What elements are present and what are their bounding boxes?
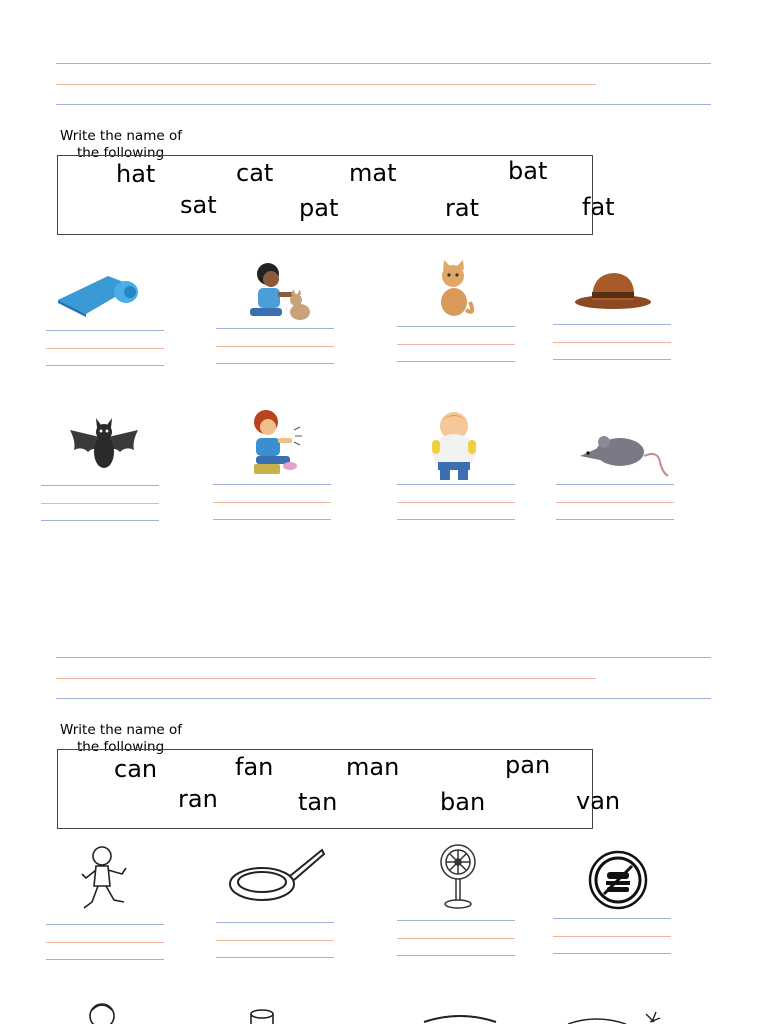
writing-line[interactable]	[46, 942, 164, 943]
child-patting-picture	[244, 408, 304, 476]
child-with-cat-picture	[244, 262, 316, 324]
writing-line[interactable]	[397, 361, 515, 362]
handwriting-line	[56, 104, 711, 105]
handwriting-line	[56, 84, 596, 85]
handwriting-line	[56, 698, 711, 699]
writing-line[interactable]	[213, 502, 331, 503]
instruction-text	[60, 128, 200, 161]
word-bank-word: pan	[505, 751, 551, 779]
running-boy-picture	[78, 844, 134, 918]
instruction-line: Write the name of	[60, 128, 182, 144]
word-bank-word: sat	[180, 191, 217, 219]
word-bank-word: ran	[178, 785, 218, 813]
frying-pan-picture	[226, 846, 326, 908]
writing-line[interactable]	[553, 936, 671, 937]
writing-line[interactable]	[397, 938, 515, 939]
writing-line[interactable]	[553, 953, 671, 954]
writing-line[interactable]	[556, 519, 674, 520]
mat-picture	[56, 270, 142, 318]
writing-line[interactable]	[556, 484, 674, 485]
word-bank-word: tan	[298, 788, 338, 816]
writing-line[interactable]	[46, 365, 164, 366]
word-bank-word: hat	[116, 160, 156, 188]
word-bank-word: man	[346, 753, 400, 781]
writing-line[interactable]	[397, 484, 515, 485]
handwriting-line	[56, 657, 711, 658]
instruction-text	[60, 722, 200, 755]
word-bank-word: cat	[236, 159, 274, 187]
writing-line[interactable]	[213, 484, 331, 485]
writing-line[interactable]	[216, 328, 334, 329]
writing-line[interactable]	[213, 519, 331, 520]
instruction-line: the following	[77, 145, 165, 161]
writing-line[interactable]	[397, 920, 515, 921]
writing-line[interactable]	[553, 918, 671, 919]
writing-line[interactable]	[216, 346, 334, 347]
writing-line[interactable]	[216, 940, 334, 941]
writing-line[interactable]	[397, 326, 515, 327]
writing-line[interactable]	[553, 359, 671, 360]
ban-sign-picture	[588, 850, 648, 910]
fat-boy-picture	[428, 410, 482, 482]
writing-line[interactable]	[46, 348, 164, 349]
fan-picture	[434, 842, 482, 910]
writing-line[interactable]	[397, 344, 515, 345]
word-bank-word: mat	[349, 159, 397, 187]
writing-line[interactable]	[41, 503, 159, 504]
writing-line[interactable]	[46, 330, 164, 331]
writing-line[interactable]	[397, 955, 515, 956]
word-bank-word: fat	[582, 193, 615, 221]
writing-line[interactable]	[46, 959, 164, 960]
word-bank-word: van	[576, 787, 621, 815]
writing-line[interactable]	[553, 342, 671, 343]
can-picture	[248, 1008, 276, 1024]
writing-line[interactable]	[216, 363, 334, 364]
writing-line[interactable]	[41, 485, 159, 486]
writing-line[interactable]	[41, 520, 159, 521]
word-bank-word: fan	[235, 753, 274, 781]
pan-picture	[420, 1010, 500, 1024]
handwriting-line	[56, 63, 711, 64]
word-bank-word: pat	[299, 194, 339, 222]
instruction-line: the following	[77, 739, 165, 755]
cat-picture	[432, 258, 478, 320]
writing-line[interactable]	[553, 324, 671, 325]
word-bank-word: can	[114, 755, 158, 783]
boy-picture	[84, 1000, 120, 1024]
writing-line[interactable]	[46, 924, 164, 925]
writing-line[interactable]	[216, 922, 334, 923]
hat-picture	[574, 268, 654, 312]
word-bank-word: ban	[440, 788, 486, 816]
bat-picture	[66, 416, 142, 474]
writing-line[interactable]	[556, 502, 674, 503]
writing-line[interactable]	[397, 519, 515, 520]
handwriting-line	[56, 678, 596, 679]
writing-line[interactable]	[216, 957, 334, 958]
van-picture	[566, 1012, 662, 1024]
writing-line[interactable]	[397, 502, 515, 503]
word-bank-word: bat	[508, 157, 548, 185]
word-bank-word: rat	[445, 194, 479, 222]
rat-picture	[574, 428, 670, 480]
instruction-line: Write the name of	[60, 722, 182, 738]
